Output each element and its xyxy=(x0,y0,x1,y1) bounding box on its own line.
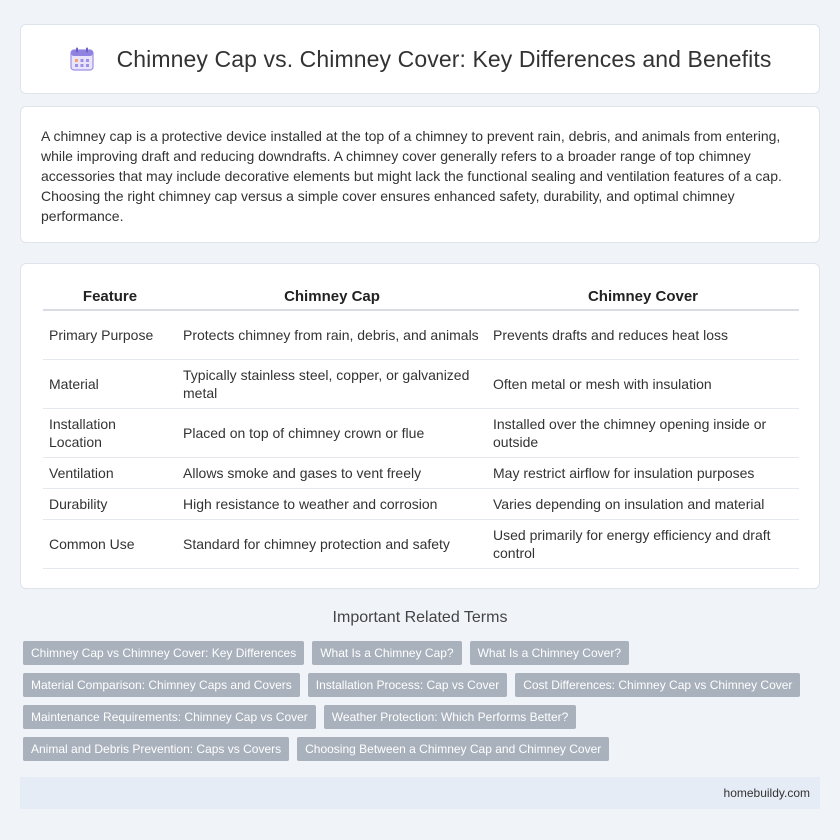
table-cell-cover: Often metal or mesh with insulation xyxy=(487,360,799,409)
column-header-chimney-cover: Chimney Cover xyxy=(487,282,799,311)
table-cell-cover: Installed over the chimney opening inside or outside xyxy=(487,409,799,458)
table-cell-cover: Varies depending on insulation and material xyxy=(487,489,799,520)
table-cell-cap: High resistance to weather and corrosion xyxy=(177,489,487,520)
table-row xyxy=(43,311,799,360)
table-row xyxy=(43,360,799,409)
table-cell-feature: Durability xyxy=(43,489,177,520)
related-term-link[interactable]: What Is a Chimney Cover? xyxy=(470,641,629,665)
related-term-link[interactable]: What Is a Chimney Cap? xyxy=(312,641,461,665)
tag-row xyxy=(23,737,803,761)
tag-row xyxy=(23,641,803,665)
table-header-row xyxy=(43,282,799,311)
table-cell-cover: Prevents drafts and reduces heat loss xyxy=(487,311,799,360)
table-cell-cap: Protects chimney from rain, debris, and animals xyxy=(177,311,487,360)
table-cell-cap: Standard for chimney protection and safety xyxy=(177,520,487,569)
table-cell-cover: May restrict airflow for insulation purposes xyxy=(487,458,799,489)
related-terms-title: Important Related Terms xyxy=(332,609,508,626)
table-cell-feature: Ventilation xyxy=(43,458,177,489)
comparison-table-card xyxy=(20,263,820,589)
tag-row xyxy=(23,673,803,697)
related-terms-list xyxy=(23,641,803,769)
table-cell-feature: Installation Location xyxy=(43,409,177,458)
intro-text: A chimney cap is a protective device installed at the top of a chimney to prevent rain, debris, and animals from entering, while improving draft and reducing downdrafts. A chimney cover generally refers to a broader range of top chimney accessories that may include decorative elements but might lack the functional sealing and ventilation features of a cap. Choosing the right chimney cap versus a simple cover ensures enhanced safety, durability, and optimal chimney performance. xyxy=(41,128,782,224)
page-header xyxy=(20,24,820,94)
column-header-chimney-cap: Chimney Cap xyxy=(177,282,487,311)
page-title: Chimney Cap vs. Chimney Cover: Key Differences and Benefits xyxy=(116,45,772,72)
related-term-link[interactable]: Animal and Debris Prevention: Caps vs Covers xyxy=(23,737,289,761)
related-term-link[interactable]: Chimney Cap vs Chimney Cover: Key Differences xyxy=(23,641,304,665)
related-term-link[interactable]: Installation Process: Cap vs Cover xyxy=(308,673,507,697)
intro-card xyxy=(20,106,820,243)
table-cell-feature: Common Use xyxy=(43,520,177,569)
footer xyxy=(20,777,820,809)
table-cell-cap: Allows smoke and gases to vent freely xyxy=(177,458,487,489)
table-row xyxy=(43,489,799,520)
tag-row xyxy=(23,705,803,729)
column-header-feature: Feature xyxy=(43,282,177,311)
related-term-link[interactable]: Choosing Between a Chimney Cap and Chimney Cover xyxy=(297,737,609,761)
table-row xyxy=(43,520,799,569)
related-term-link[interactable]: Weather Protection: Which Performs Better? xyxy=(324,705,577,729)
related-term-link[interactable]: Material Comparison: Chimney Caps and Covers xyxy=(23,673,300,697)
table-cell-feature: Primary Purpose xyxy=(43,311,177,360)
table-cell-cap: Typically stainless steel, copper, or galvanized metal xyxy=(177,360,487,409)
related-term-link[interactable]: Maintenance Requirements: Chimney Cap vs Cover xyxy=(23,705,316,729)
calendar-icon xyxy=(69,46,95,72)
table-cell-cover: Used primarily for energy efficiency and draft control xyxy=(487,520,799,569)
table-row xyxy=(43,409,799,458)
footer-site-name[interactable]: homebuildy.com xyxy=(723,786,810,800)
table-cell-feature: Material xyxy=(43,360,177,409)
related-term-link[interactable]: Cost Differences: Chimney Cap vs Chimney Cover xyxy=(515,673,800,697)
table-row xyxy=(43,458,799,489)
table-cell-cap: Placed on top of chimney crown or flue xyxy=(177,409,487,458)
comparison-table xyxy=(43,282,799,569)
